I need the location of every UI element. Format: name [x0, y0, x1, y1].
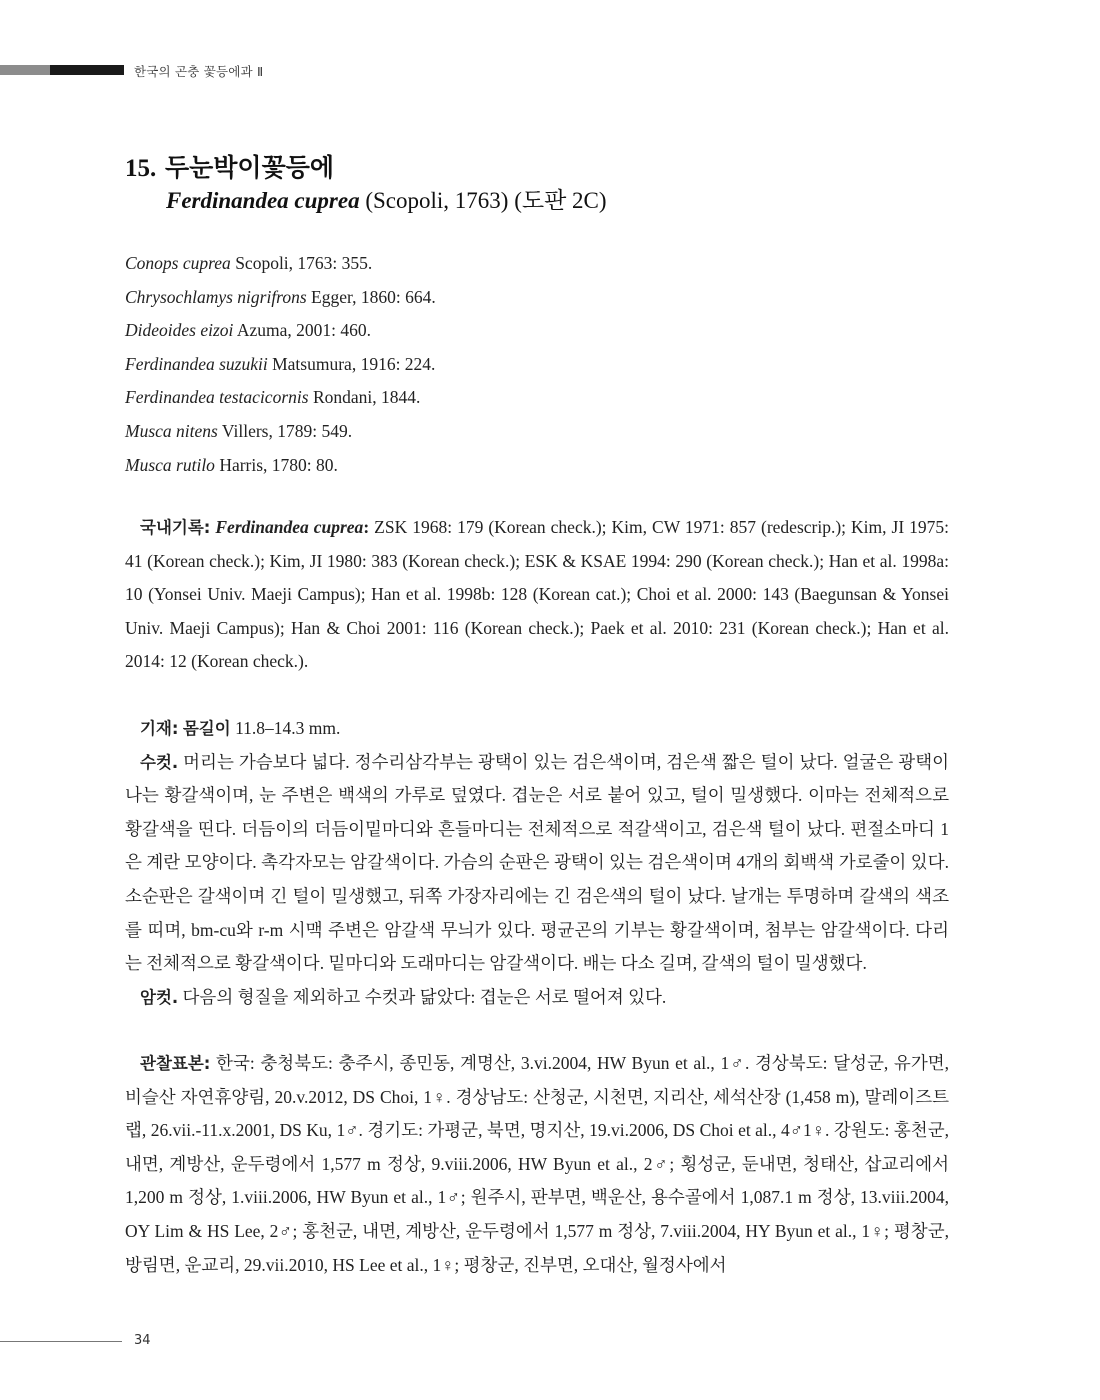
synonym-list [125, 247, 436, 482]
korean-records-species: Ferdinandea cuprea [215, 517, 364, 537]
species-number: 15. [125, 155, 157, 182]
species-title [125, 148, 334, 184]
synonym-name: Musca nitens [125, 420, 218, 441]
species-authority: (Scopoli, 1763) (도판 2C) [365, 188, 607, 213]
male-description: 머리는 가슴보다 넓다. 정수리삼각부는 광택이 있는 검은색이며, 검은색 짧은 털이 났다. 얼굴은 광택이 나는 황갈색이며, 눈 주변은 백색의 가루로 덮였다. 겹눈은 서로 붙어 있고, 털이 밀생했다. 이마는 전체적으로 황갈색을 띤다. 더듬이의 더듬이밑마디와 흔들마디는 전체적으로 적갈색이고, 검은색 털이 났다. 편절소마디 1은 계란 모양이다. 촉각자모는 암갈색이다. 가슴의 순판은 광택이 있는 검은색이며 4개의 회백색 가로줄이 있다. 소순판은 갈색이며 긴 털이 밀생했고, 뒤쪽 가장자리에는 긴 검은색의 털이 났다. 날개는 투명하며 갈색의 색조를 띠며, bm-cu와 r-m 시맥 주변은 암갈색 무늬가 있다. 평균곤의 기부는 황갈색이며, 첨부는 암갈색이다. 다리는 전체적으로 황갈색이다. 밑마디와 도래마디는 암갈색이다. 배는 다소 길며, 갈색의 털이 밀생했다. [125, 751, 950, 974]
synonym-name: Chrysochlamys nigrifrons [125, 286, 307, 307]
footer-rule [0, 1341, 122, 1342]
specimens-text: 한국: 충청북도: 충주시, 종민동, 계명산, 3.vi.2004, HW Byun et al., 1♂. 경상북도: 달성군, 유가면, 비슬산 자연휴양림, 20.v.2012, DS Choi, 1♀. 경상남도: 산청군, 시천면, 지리산, 세석산장 (1,458 m), 말레이즈트랩, 26.vii.-11.x.2001, DS Ku, 1♂. 경기도: 가평군, 북면, 명지산, 19.vi.2006, DS Choi et al., 4♂1♀. 강원도: 홍천군, 내면, 계방산, 운두령에서 1,577 m 정상, 9.viii.2006, HW Byun et al., 2♂; 횡성군, 둔내면, 청태산, 삽교리에서 1,200 m 정상, 1.viii.2006, HW Byun et al., 1♂; 원주시, 판부면, 백운산, 용수골에서 1,087.1 m 정상, 13.viii.2004, OY Lim & HS Lee, 2♂; 홍천군, 내면, 계방산, 운두령에서 1,577 m 정상, 7.viii.2004, HY Byun et al., 1♀; 평창군, 방림면, 운교리, 29.vii.2010, HS Lee et al., 1♀; 평창군, 진부면, 오대산, 월정사에서 [125, 1053, 950, 1275]
synonym-name: Ferdinandea suzukii [125, 353, 268, 374]
synonym-citation: Scopoli, 1763: 355. [235, 253, 373, 273]
page-number: 34 [134, 1333, 151, 1348]
description-label: 기재: [140, 719, 179, 738]
synonym-item [125, 449, 436, 483]
synonym-citation: Azuma, 2001: 460. [236, 320, 371, 341]
korean-records-label: 국내기록: [140, 518, 211, 537]
synonym-citation: Villers, 1789: 549. [221, 420, 353, 441]
header-bar-gray [0, 65, 50, 75]
male-label: 수컷. [140, 752, 179, 772]
female-description: 다음의 형질을 제외하고 수컷과 닮았다: 겹눈은 서로 떨어져 있다. [182, 986, 667, 1007]
body-length-label: 몸길이 [182, 719, 231, 738]
species-korean-name: 두눈박이꽃등에 [164, 153, 335, 182]
korean-records-colon: : [363, 517, 370, 537]
description-paragraph [125, 712, 949, 1014]
specimens-label: 관찰표본: [140, 1054, 211, 1073]
synonym-item [125, 247, 436, 281]
species-scientific-name: Ferdinandea cuprea [166, 188, 360, 213]
synonym-citation: Egger, 1860: 664. [311, 286, 436, 307]
synonym-item [125, 381, 436, 415]
synonym-name: Conops cuprea [125, 253, 231, 273]
synonym-citation: Matsumura, 1916: 224. [272, 353, 436, 374]
synonym-citation: Rondani, 1844. [312, 387, 421, 408]
species-scientific-title [166, 182, 607, 215]
running-head: 한국의 곤충 꽃등에과 Ⅱ [134, 64, 264, 79]
korean-records-text: ZSK 1968: 179 (Korean check.); Kim, CW 1971: 857 (redescrip.); Kim, JI 1975: 41 (Korean check.); Kim, JI 1980: 383 (Korean check.); ESK & KSAE 1994: 290 (Korean check.); Han et al. 1998a: 10 (Yonsei Univ. Maeji Campus); Han et al. 1998b: 128 (Korean cat.); Choi et al. 2000: 143 (Baegunsan & Yonsei Univ. Maeji Campus); Han & Choi 2001: 116 (Korean check.); Paek et al. 2010: 231 (Korean check.); Han et al. 2014: 12 (Korean check.). [125, 517, 950, 672]
specimens-paragraph [125, 1047, 949, 1282]
synonym-item [125, 314, 436, 348]
female-label: 암컷. [140, 987, 179, 1007]
synonym-name: Ferdinandea testacicornis [125, 387, 309, 408]
synonym-item [125, 348, 436, 382]
body-length-value: 11.8–14.3 mm. [235, 718, 341, 738]
synonym-item [125, 281, 436, 315]
header-bar-black [50, 65, 124, 75]
synonym-citation: Harris, 1780: 80. [219, 454, 338, 475]
synonym-name: Dideoides eizoi [125, 320, 234, 341]
synonym-item [125, 415, 436, 449]
synonym-name: Musca rutilo [125, 454, 215, 475]
korean-records-paragraph [125, 511, 949, 679]
